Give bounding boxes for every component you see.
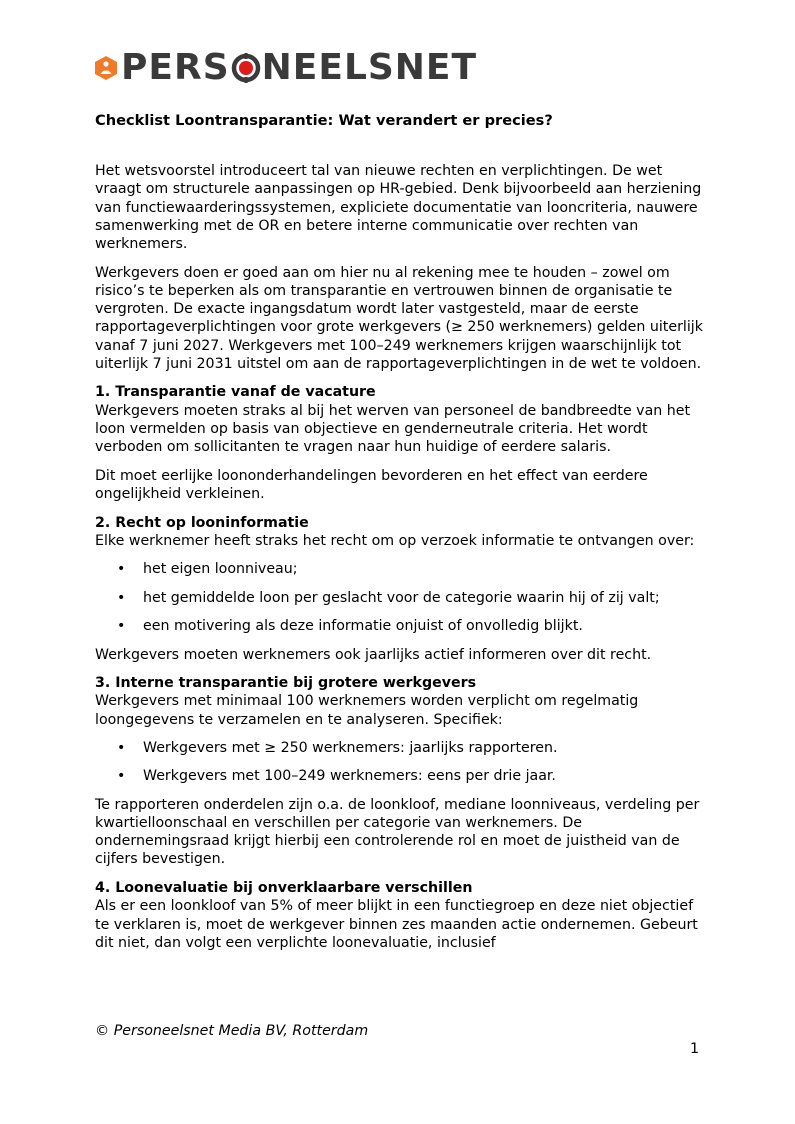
- intro-paragraph-1: Het wetsvoorstel introduceert tal van nieuwe rechten en verplichtingen. De wet vraagt om structurele aanpassingen op HR-gebied. Denk bijvoorbeeld aan herziening van functiewaarderingssystemen, expliciete documentatie van looncriteria, nauwere samenwerking met de OR en betere interne communicatie over rechten van werknemers.: [95, 163, 702, 253]
- page-number: 1: [690, 1041, 700, 1057]
- section-3-heading: 3. Interne transparantie bij grotere werkgevers: [95, 675, 477, 692]
- logo-wordmark: [121, 47, 478, 88]
- section-3-paragraph-1: Werkgevers met minimaal 100 werknemers worden verplicht om regelmatig loongegevens te verzamelen en te analyseren. Specifiek:: [95, 693, 639, 728]
- section-1-paragraph-1: Werkgevers moeten straks al bij het werven van personeel de bandbreedte van het loon vermelden op basis van objectieve en genderneutrale criteria. Het wordt verboden om sollicitanten te vragen naar hun huidige of eerdere salaris.: [95, 402, 691, 456]
- section-3-paragraph-2: Te rapporteren onderdelen zijn o.a. de loonkloof, mediane loonniveaus, verdeling per kwartielloonschaal en verschillen per categorie van werknemers. De ondernemingsraad krijgt hierbij een controlerende rol en moet de juistheid van de cijfers bevestigen.: [95, 796, 700, 868]
- document-title: Checklist Loontransparantie: Wat verandert er precies?: [95, 112, 553, 129]
- section-1-heading: 1. Transparantie vanaf de vacature: [95, 384, 376, 401]
- list-item: • een motivering als deze informatie onjuist of onvolledig blijkt.: [143, 617, 707, 635]
- section-4-heading: 4. Loonevaluatie bij onverklaarbare verschillen: [95, 880, 473, 897]
- logo-text-part-a: PERS: [121, 47, 230, 88]
- list-item: • het eigen loonniveau;: [143, 560, 707, 578]
- section-2-paragraph-1: Elke werknemer heeft straks het recht om op verzoek informatie te ontvangen over:: [95, 532, 695, 549]
- list-item: • het gemiddelde loon per geslacht voor de categorie waarin hij of zij valt;: [143, 589, 707, 607]
- document-body: [95, 112, 707, 963]
- section-4-paragraph-1: Als er een loonkloof van 5% of meer blijkt in een functiegroep en deze niet objectief te verklaren is, moet de werkgever binnen zes maanden actie ondernemen. Gebeurt dit niet, dan volgt een verplichte loonevaluatie, inclusief: [95, 898, 698, 951]
- list-item: • Werkgevers met 100–249 werknemers: eens per drie jaar.: [143, 767, 707, 785]
- intro-paragraph-2: Werkgevers doen er goed aan om hier nu al rekening mee te houden – zowel om risico’s te beperken als om transparantie en vertrouwen binnen de organisatie te vergroten. De exacte ingangsdatum wordt later vastgesteld, maar de eerste rapportageverplichtingen voor grote werkgevers (≥ 250 werknemers) gelden uiterlijk vanaf 7 juni 2027. Werkgevers met 100–249 werknemers krijgen waarschijnlijk tot uiterlijk 7 juni 2031 uitstel om aan de rapportageverplichtingen in de wet te voldoen.: [95, 264, 703, 372]
- section-1-paragraph-2: Dit moet eerlijke loononderhandelingen bevorderen en het effect van eerdere ongelijkheid verkleinen.: [95, 467, 648, 502]
- footer-copyright: © Personeelsnet Media BV, Rotterdam: [95, 1023, 369, 1039]
- section-2-heading: 2. Recht op looninformatie: [95, 514, 309, 531]
- section-2-bullet-list: [95, 560, 707, 635]
- section-2-paragraph-2: Werkgevers moeten werknemers ook jaarlijks actief informeren over dit recht.: [95, 646, 652, 663]
- hexagon-logo-icon: [95, 56, 117, 80]
- list-item: • Werkgevers met ≥ 250 werknemers: jaarlijks rapporteren.: [143, 739, 707, 757]
- target-o-icon: [231, 53, 261, 83]
- personeelsnet-logo: [95, 47, 478, 88]
- logo-text-part-b: NEELSNET: [261, 47, 478, 88]
- section-3-bullet-list: [95, 739, 707, 786]
